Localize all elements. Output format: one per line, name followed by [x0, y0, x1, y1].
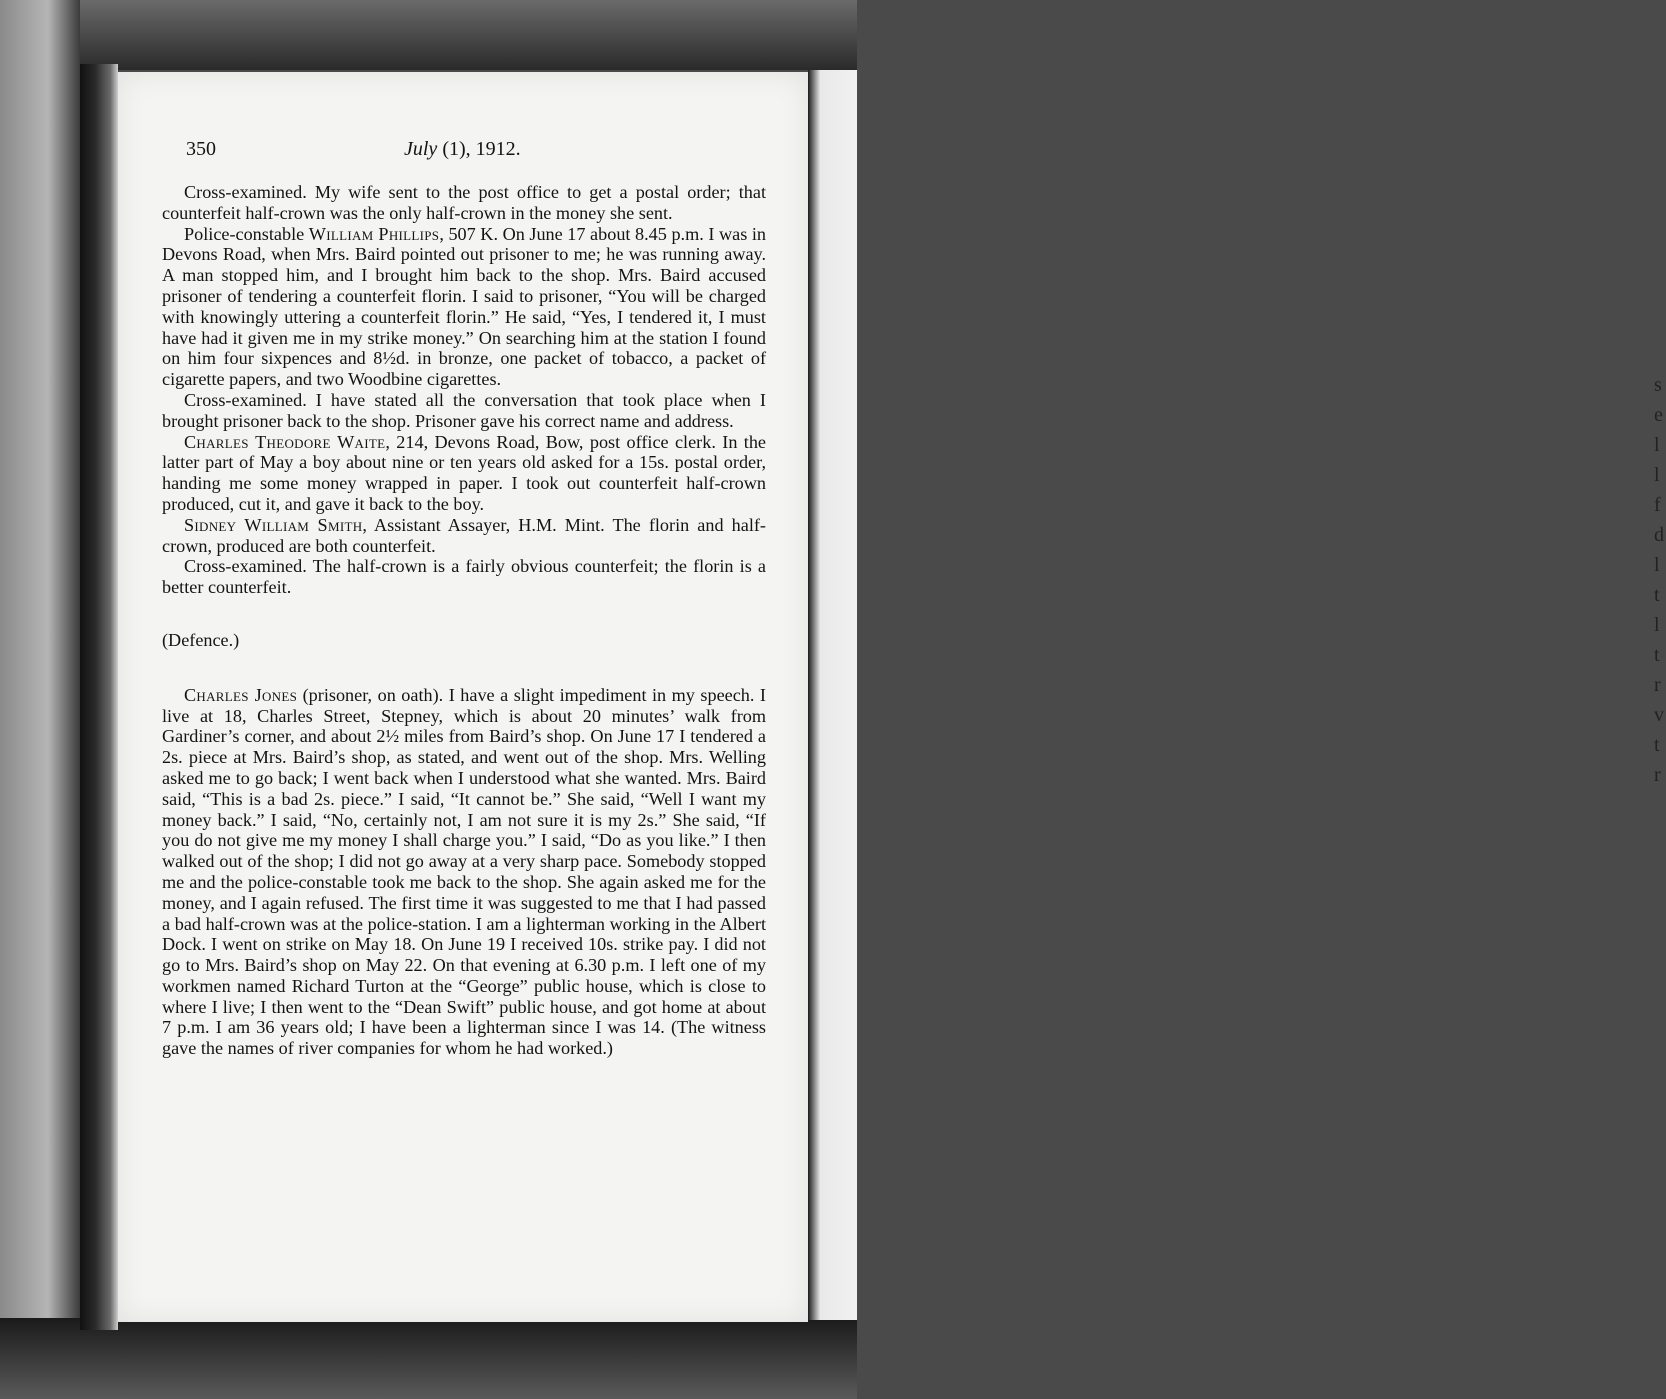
witness-name: William Phillips — [308, 223, 440, 244]
facing-page-letters: s e l l f d l t l t r v t r — [1654, 374, 1664, 786]
scanner-left-edge — [0, 0, 80, 1399]
paragraph-testimony-smith: Sidney William Smith, Assistant Assayer, H.M. Mint. The florin and half-crown, produced are both counterfeit. — [162, 514, 766, 556]
scanner-top-edge — [0, 0, 857, 70]
paragraph-cross-examination-post-office: Cross-examined. My wife sent to the post office to get a postal order; that counterfeit half-crown was the only half-crown in the money she sent. — [162, 182, 766, 223]
paragraph-testimony-jones: Charles Jones (prisoner, on oath). I have a slight impediment in my speech. I live at 18, Charles Street, Stepney, which is about 20 minutes’ walk from Gardiner’s corner, and about 2½ miles from Baird’s shop. On June 17 I tendered a 2s. piece at Mrs. Baird’s shop, as stated, and went out of the shop. Mrs. Welling asked me to go back; I went back when I understood what she wanted. Mrs. Baird said, “This is a bad 2s. piece.” I said, “It cannot be.” She said, “Well I want my money back.” I said, “No, certainly not, I am not sure it is my 2s.” She said, “If you do not give me my money I shall charge you.” I said, “Do as you like.” I then walked out of the shop; I did not go away at a very sharp pace. Somebody stopped me and the police-constable took me back to the shop. She again asked me for the money, and I again refused. The first time it was suggested to me that I had passed a bad half-crown was at the police-station. I am a lighterman working in the Albert Dock. I went on strike on May 18. On June 19 I received 10s. strike pay. I did not go to Mrs. Baird’s shop on May 22. On that evening at 6.30 p.m. I left one of my workmen named Richard Turton at the “George” public house, which is close to where I live; I then went to the “Dean Swift” public house, and got home at about 7 p.m. I am 36 years old; I have been a lighterman since I was 14. (The witness gave the names of river companies for whom he had worked.) — [162, 684, 766, 1059]
section-heading-defence: (Defence.) — [162, 629, 240, 650]
document-page — [118, 72, 808, 1322]
witness-name: Charles Theodore Waite — [184, 431, 386, 452]
running-title-session: (1), 1912. — [442, 138, 521, 160]
paragraph-testimony-phillips: Police-constable William Phillips, 507 K. On June 17 about 8.45 p.m. I was in Devons Road, when Mrs. Baird pointed out prisoner to me; he was running away. A man stopped him, and I brought him back to the shop. Mrs. Baird accused prisoner of tendering a counterfeit florin. I said to prisoner, “You will be charged with knowingly uttering a counterfeit florin.” He said, “Yes, I tendered it, I must have had it given me in my strike money.” On searching him at the station I found on him four sixpences and 8½d. in bronze, one packet of tobacco, a packet of cigarette papers, and two Woodbine cigarettes. — [162, 223, 766, 390]
paragraph-cross-examination-phillips: Cross-examined. I have stated all the conversation that took place when I brought prisoner back to the shop. Prisoner gave his correct name and address. — [162, 389, 766, 431]
scanner-bottom-edge — [0, 1318, 857, 1399]
body-text — [162, 182, 766, 1059]
paragraph-testimony-waite: Charles Theodore Waite, 214, Devons Road, Bow, post office clerk. In the latter part of May a boy about nine or ten years old asked for a 15s. postal order, handing me some money wrapped in paper. I took out counterfeit half-crown produced, cut it, and gave it back to the boy. — [162, 431, 766, 514]
witness-name: Charles Jones — [184, 684, 298, 705]
witness-name: Sidney William Smith — [184, 514, 363, 535]
facing-page-edge — [808, 70, 1664, 1320]
paragraph-cross-examination-smith: Cross-examined. The half-crown is a fairly obvious counterfeit; the florin is a better counterfeit. — [162, 556, 766, 598]
running-title-month: July — [404, 138, 438, 160]
page-number: 350 — [186, 138, 216, 160]
running-title — [404, 138, 521, 161]
page-header — [186, 138, 806, 168]
book-binding — [80, 64, 118, 1330]
